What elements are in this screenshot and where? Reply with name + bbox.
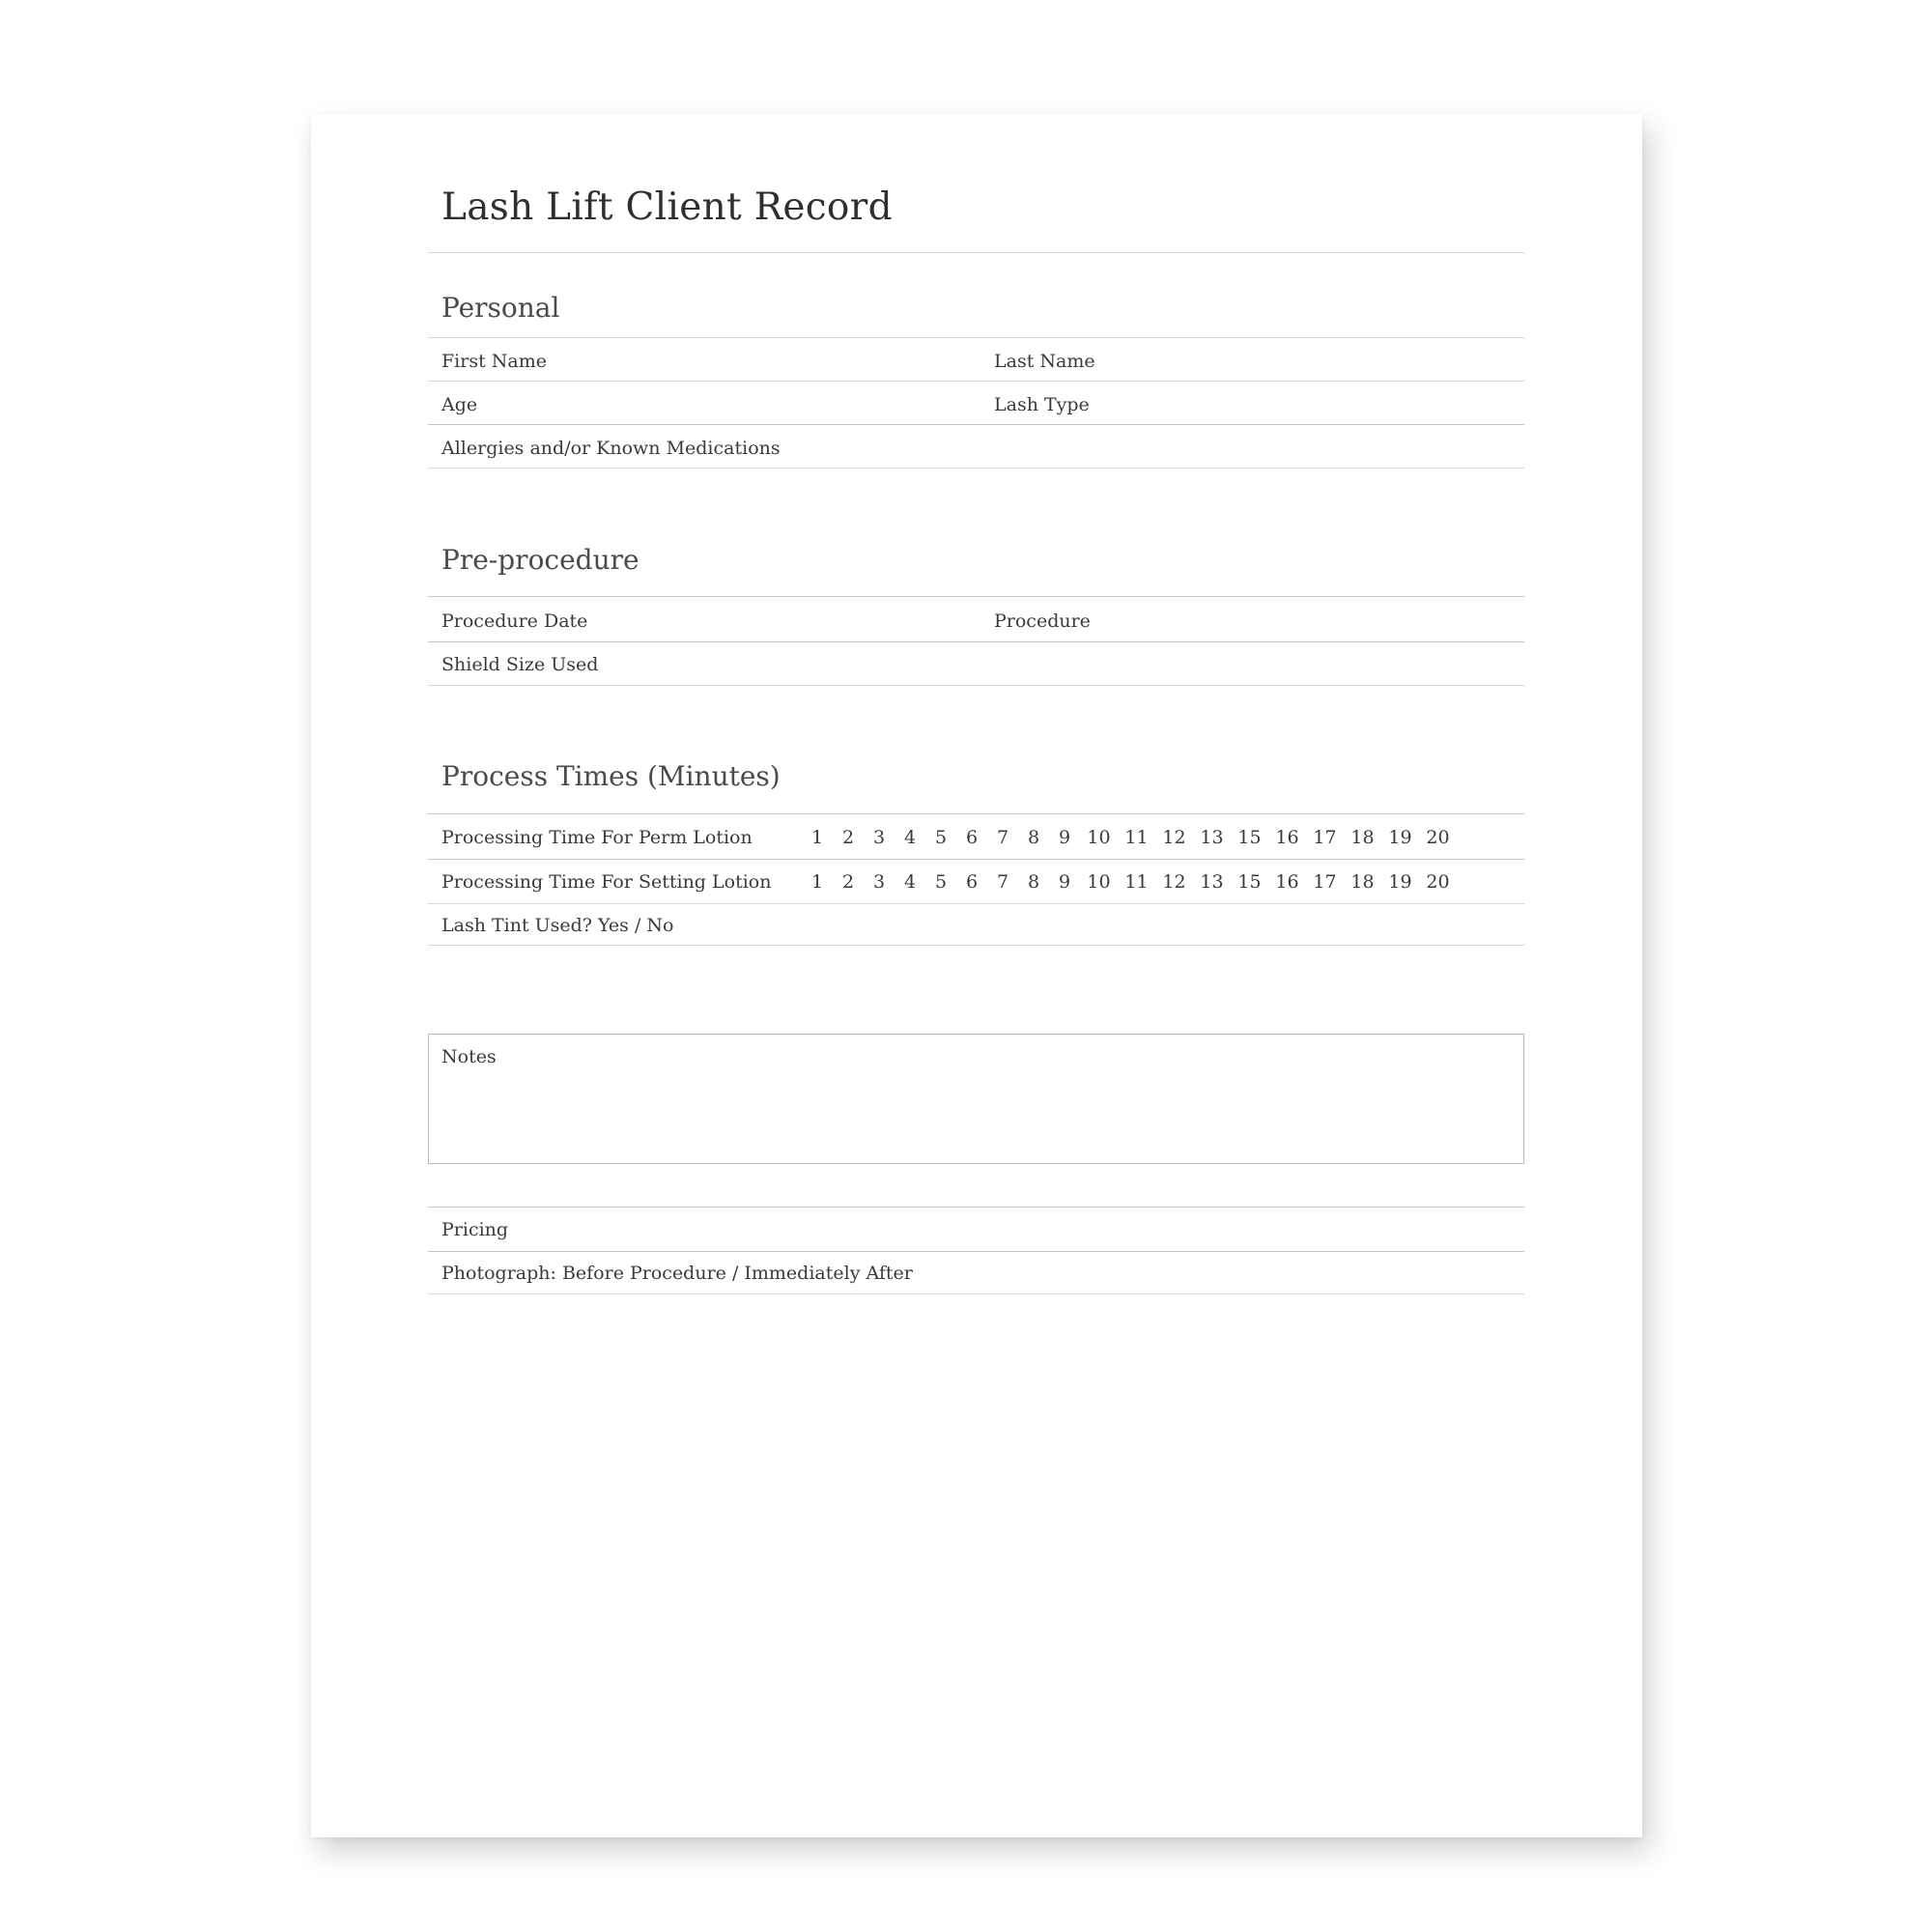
minute-option[interactable]: 15	[1237, 827, 1262, 848]
minute-option[interactable]: 6	[965, 871, 979, 893]
personal-heading: Personal	[441, 292, 560, 324]
minute-option[interactable]: 20	[1426, 827, 1450, 848]
notes-label: Notes	[441, 1046, 497, 1067]
divider	[428, 1207, 1524, 1208]
minute-option[interactable]: 13	[1200, 871, 1224, 893]
minute-option[interactable]: 16	[1275, 871, 1299, 893]
process-times-heading: Process Times (Minutes)	[441, 760, 781, 792]
minute-option[interactable]: 16	[1275, 827, 1299, 848]
perm-lotion-minutes	[802, 827, 1457, 848]
minute-option[interactable]: 10	[1087, 827, 1111, 848]
pre-procedure-heading: Pre-procedure	[441, 544, 639, 576]
minute-option[interactable]: 2	[841, 827, 855, 848]
lash-type-label: Lash Type	[994, 394, 1090, 415]
minute-option[interactable]: 12	[1162, 871, 1186, 893]
minute-option[interactable]: 17	[1313, 871, 1337, 893]
minute-option[interactable]: 11	[1124, 827, 1149, 848]
divider	[428, 641, 1524, 642]
minute-option[interactable]: 11	[1124, 871, 1149, 893]
minute-option[interactable]: 20	[1426, 871, 1450, 893]
minute-option[interactable]: 3	[872, 827, 886, 848]
setting-lotion-label: Processing Time For Setting Lotion	[441, 871, 772, 893]
divider	[428, 903, 1524, 904]
minute-option[interactable]: 18	[1350, 827, 1375, 848]
divider	[428, 468, 1524, 469]
minute-option[interactable]: 17	[1313, 827, 1337, 848]
shield-size-label: Shield Size Used	[441, 654, 599, 675]
minute-option[interactable]: 2	[841, 871, 855, 893]
minute-option[interactable]: 7	[996, 871, 1009, 893]
minute-option[interactable]: 19	[1388, 871, 1412, 893]
minute-option[interactable]: 9	[1058, 871, 1071, 893]
divider	[428, 1293, 1524, 1294]
minute-option[interactable]: 1	[810, 871, 824, 893]
minute-option[interactable]: 18	[1350, 871, 1375, 893]
minute-option[interactable]: 5	[934, 871, 948, 893]
age-label: Age	[441, 394, 478, 415]
minute-option[interactable]: 3	[872, 871, 886, 893]
divider	[428, 424, 1524, 425]
minute-option[interactable]: 8	[1027, 827, 1040, 848]
pricing-label: Pricing	[441, 1219, 509, 1240]
divider	[428, 813, 1524, 814]
minute-option[interactable]: 4	[903, 871, 917, 893]
minute-option[interactable]: 5	[934, 827, 948, 848]
setting-lotion-minutes	[802, 871, 1457, 893]
minute-option[interactable]: 12	[1162, 827, 1186, 848]
minute-option[interactable]: 8	[1027, 871, 1040, 893]
divider	[428, 1251, 1524, 1252]
divider	[428, 381, 1524, 382]
divider	[428, 859, 1524, 860]
notes-box[interactable]	[428, 1034, 1524, 1164]
title-divider	[428, 252, 1524, 253]
minute-option[interactable]: 13	[1200, 827, 1224, 848]
lash-tint-label: Lash Tint Used? Yes / No	[441, 915, 674, 936]
minute-option[interactable]: 15	[1237, 871, 1262, 893]
minute-option[interactable]: 6	[965, 827, 979, 848]
divider	[428, 945, 1524, 946]
minute-option[interactable]: 4	[903, 827, 917, 848]
divider	[428, 596, 1524, 597]
allergies-label: Allergies and/or Known Medications	[441, 438, 781, 459]
divider	[428, 337, 1524, 338]
minute-option[interactable]: 19	[1388, 827, 1412, 848]
minute-option[interactable]: 9	[1058, 827, 1071, 848]
form-page	[311, 114, 1642, 1837]
perm-lotion-label: Processing Time For Perm Lotion	[441, 827, 753, 848]
minute-option[interactable]: 7	[996, 827, 1009, 848]
minute-option[interactable]: 10	[1087, 871, 1111, 893]
minute-option[interactable]: 1	[810, 827, 824, 848]
procedure-date-label: Procedure Date	[441, 611, 588, 632]
first-name-label: First Name	[441, 351, 547, 372]
procedure-label: Procedure	[994, 611, 1091, 632]
last-name-label: Last Name	[994, 351, 1095, 372]
divider	[428, 685, 1524, 686]
photograph-label: Photograph: Before Procedure / Immediately After	[441, 1263, 913, 1284]
document-title: Lash Lift Client Record	[441, 185, 893, 229]
